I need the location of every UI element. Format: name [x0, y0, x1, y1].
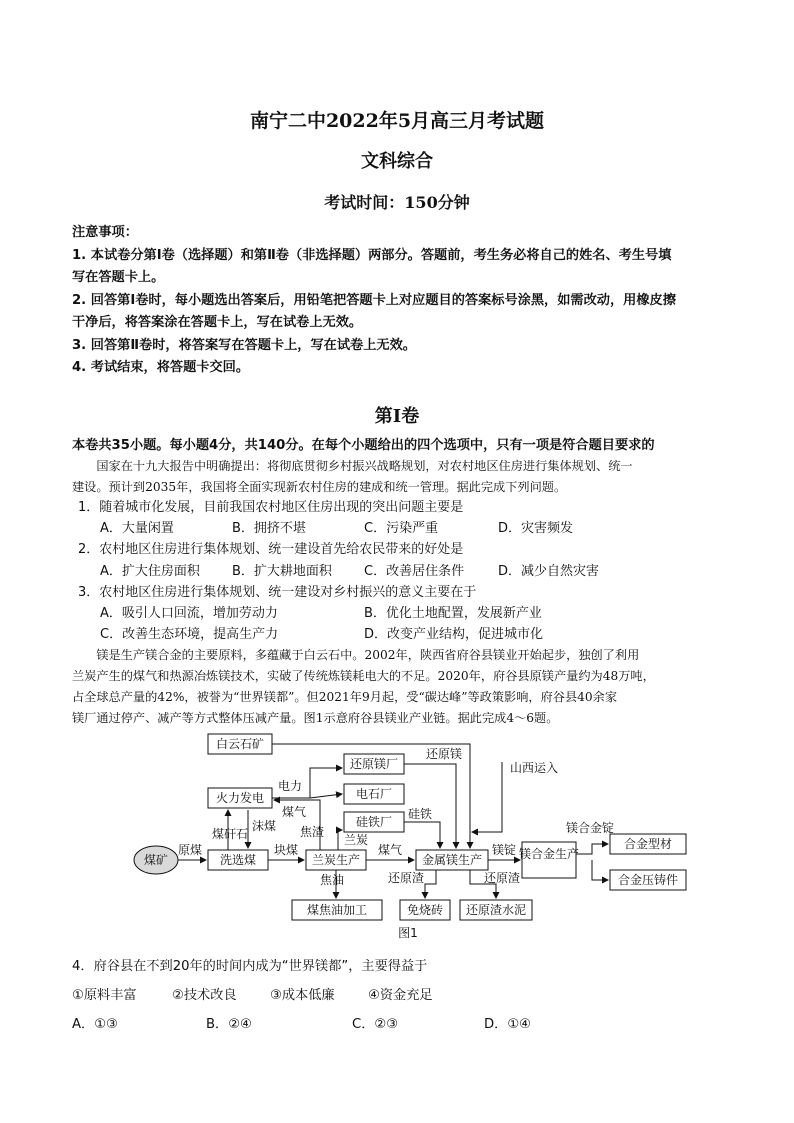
question-2-stem: 2．农村地区住房进行集体规划、统一建设首先给农民带来的好处是	[78, 542, 464, 558]
passage-rural-housing	[72, 456, 728, 498]
q2-option-a: A．扩大住房面积	[100, 563, 200, 579]
q3-option-d: D．改变产业结构，促进城市化	[364, 627, 544, 643]
question-4	[72, 952, 732, 1039]
passage-line: 建设。预计到2035年，我国将全面实现新农村住房的建成和统一管理。据此完成下列问题。	[72, 480, 567, 494]
q1-option-b: B．拥挤不堪	[232, 521, 306, 537]
questions-1-3	[72, 497, 732, 645]
flow-electricity: 电力	[277, 779, 303, 793]
exam-time: 考试时间：150分钟	[324, 193, 470, 212]
q4-choice-4: ④资金充足	[368, 988, 433, 1003]
notes-line: 4. 考试结束，将答题卡交回。	[72, 360, 250, 375]
flow-si-fe: 硅铁	[408, 807, 433, 821]
notes-line: 1. 本试卷分第Ⅰ卷（选择题）和第Ⅱ卷（非选择题）两部分。答题前，考生务必将自己的姓名、考生号填	[72, 247, 672, 263]
q3-option-b: B．优化土地配置，发展新产业	[364, 605, 542, 621]
label-washing: 洗选煤	[219, 853, 257, 867]
notes-heading: 注意事项：	[72, 225, 138, 240]
flow-lump-coal: 块煤	[273, 843, 299, 857]
passage-line: 国家在十九大报告中明确提出：将彻底贯彻乡村振兴战略规划，对农村地区住房进行集体规划、统一	[72, 459, 633, 473]
passage-line: 镁厂通过停产、减产等方式整体压减产量。图1示意府谷县镁业产业链。据此完成4～6题。	[72, 711, 559, 725]
label-carbide: 电石厂	[355, 787, 393, 801]
label-semicoke: 兰炭生产	[311, 853, 361, 867]
flow-gas-2: 煤气	[377, 843, 403, 857]
q3-option-c: C．改善生态环境，提高生产力	[100, 627, 279, 643]
notes-line: 干净后，将答案涂在答题卡上，写在试卷上无效。	[72, 315, 363, 330]
flow-shanxi: 山西运入	[510, 761, 559, 775]
label-brick: 免烧砖	[406, 903, 444, 917]
question-4-stem: 4．府谷县在不到20年的时间内成为“世界镁都”，主要得益于	[72, 959, 428, 974]
passage-line: 兰炭产生的煤气和热源冶炼镁技术，实破了传统炼镁耗电大的不足。2020年，府谷县原镁产量约为48万吨，	[72, 669, 655, 683]
flow-semicoke: 兰炭	[344, 833, 369, 847]
label-cement: 还原渣水泥	[465, 903, 527, 917]
q4-choice-3: ③成本低廉	[270, 988, 335, 1003]
flow-slag-2: 还原渣	[483, 871, 521, 885]
q4-option-a: A．①③	[72, 1017, 118, 1032]
industry-chain-figure	[120, 732, 720, 944]
label-reduction-plant: 还原镁厂	[349, 757, 399, 771]
flow-reduced-mg: 还原镁	[425, 747, 462, 761]
flow-gangue: 煤矸石	[212, 827, 249, 841]
q2-option-c: C．改善居住条件	[364, 563, 465, 579]
flow-tar: 焦油	[320, 873, 345, 887]
label-alloy: 镁合金生产	[518, 847, 580, 861]
exam-title: 南宁二中2022年5月高三月考试题	[249, 110, 545, 132]
q4-option-b: B．②④	[206, 1017, 252, 1032]
q1-option-d: D．灾害频发	[498, 521, 574, 537]
exam-subject: 文科综合	[361, 151, 433, 172]
label-power: 火力发电	[215, 791, 265, 805]
section-instruction: 本卷共35小题。每小题4分，共140分。在每个小题给出的四个选项中，只有一项是符合题目要求的	[72, 438, 655, 453]
passage-line: 镁是生产镁合金的主要原料，多蕴藏于白云石中。2002年，陕西省府谷县镁业开始起步，独创了利用	[72, 648, 640, 662]
flow-alloy-ingot: 镁合金锭	[565, 821, 615, 835]
label-ferrosilicon: 硅铁厂	[355, 815, 393, 829]
notes-section	[72, 222, 728, 380]
q3-option-a: A．吸引人口回流，增加劳动力	[100, 605, 278, 621]
figure-caption: 图1	[398, 926, 418, 940]
label-dolomite: 白云石矿	[215, 737, 265, 751]
label-casting: 合金压铸件	[617, 873, 679, 887]
flow-coke-fines: 焦渣	[300, 825, 325, 839]
label-tar: 煤焦油加工	[306, 903, 368, 917]
flow-slime: 沫煤	[252, 819, 277, 833]
question-1-stem: 1．随着城市化发展，目前我国农村地区住房出现的突出问题主要是	[78, 500, 464, 515]
flow-raw-coal: 原煤	[177, 843, 203, 857]
flow-ingot: 镁锭	[491, 843, 517, 857]
notes-line: 3. 回答第Ⅱ卷时，将答案写在答题卡上，写在试卷上无效。	[72, 337, 416, 353]
label-coal-mine: 煤矿	[143, 853, 169, 867]
q4-choice-1: ①原料丰富	[72, 988, 137, 1003]
label-profile: 合金型材	[623, 837, 673, 851]
q1-option-c: C．污染严重	[364, 521, 439, 537]
q4-choice-2: ②技术改良	[172, 988, 237, 1003]
notes-line: 写在答题卡上。	[72, 270, 165, 285]
flow-slag-1: 还原渣	[387, 871, 425, 885]
q2-option-d: D．减少自然灾害	[498, 563, 600, 579]
q4-option-c: C．②③	[352, 1017, 399, 1032]
section-title: 第Ⅰ卷	[374, 406, 420, 427]
label-metal-mg: 金属镁生产	[421, 853, 483, 867]
notes-line: 2. 回答第Ⅰ卷时，每小题选出答案后，用铅笔把答题卡上对应题目的答案标号涂黑，如需改动，用橡皮擦	[72, 292, 676, 308]
passage-magnesium	[72, 645, 728, 729]
industry-chain-diagram	[120, 732, 720, 944]
q4-option-d: D．①④	[484, 1017, 531, 1032]
q2-option-b: B．扩大耕地面积	[232, 563, 332, 579]
flow-gas-1: 煤气	[282, 805, 307, 819]
q1-option-a: A．大量闲置	[100, 521, 174, 537]
question-3-stem: 3．农村地区住房进行集体规划、统一建设对乡村振兴的意义主要在于	[78, 584, 477, 600]
passage-line: 占全球总产量的42%，被誉为“世界镁都”。但2021年9月起，受“碳达峰”等政策影响，府谷县40余家	[72, 690, 618, 704]
